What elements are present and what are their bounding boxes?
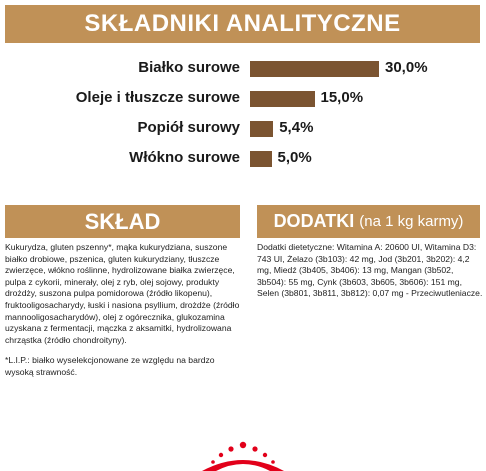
- analytics-bar: [250, 151, 272, 167]
- additives-title: DODATKI: [273, 211, 355, 231]
- composition-footnote: *L.I.P.: białko wyselekcjonowane ze względu na bardzo wysoką strawność.: [5, 355, 215, 377]
- analytics-row-label: Popiół surowy: [137, 119, 240, 136]
- analytics-title-banner: [5, 5, 480, 43]
- analytics-row-value: 5,0%: [277, 149, 312, 166]
- composition-title-banner: [5, 205, 240, 238]
- analytics-bar: [250, 61, 379, 77]
- analytics-row-value: 5,4%: [279, 119, 314, 136]
- analytics-bar: [250, 121, 273, 137]
- analytics-row-label: Oleje i tłuszcze surowe: [75, 89, 240, 106]
- analytics-row-value: 30,0%: [385, 59, 428, 76]
- analytics-row-value: 15,0%: [320, 89, 364, 106]
- additives-subtitle: (na 1 kg karmy): [359, 213, 464, 230]
- analytics-title: SKŁADNIKI ANALITYCZNE: [84, 10, 401, 37]
- analytics-row-label: Włókno surowe: [129, 149, 240, 166]
- additives-text: Dodatki dietetyczne: Witamina A: 20600 UI, Witamina D3: 743 UI, Żelazo (3b103): 42 mg, Jod (3b201, 3b202): 4,2 mg, Miedź (3b405, 3b406): 13 mg, Mangan (3b502, 3b504): 55 mg, Cynk (3b603, 3b605, 3b606): 151 mg, Selen (3b801, 3b811, 3b812): 0,07 mg - Przeciwutleniacze.: [257, 242, 483, 299]
- royal-canin-crown-icon: [200, 440, 286, 471]
- analytics-bar: [250, 91, 315, 107]
- analytics-row-label: Białko surowe: [138, 59, 240, 76]
- additives-title-banner: [257, 205, 480, 238]
- composition-text: Kukurydza, gluten pszenny*, mąka kukurydziana, suszone białko drobiowe, pszenica, gluten kukurydziany, tłuszcze zwierzęce, włókno roślinne, hydrolizowane białka zwierzęce, pulpa z cykorii, minerały, olej z ryb, olej sojowy, produkty drożdży, suszona pulpa pomidorowa (źródło likopenu), fruktooligosacharydy, łuski i nasiona psyllium, drożdże (źródło mannooligosacharydów), olej z ogórecznika, glukozamina uzyskana z fermentacji, mączka z aksamitki, hydrolizowana chrząstka (źródło chondroityny).: [5, 242, 240, 345]
- composition-title: SKŁAD: [84, 208, 161, 234]
